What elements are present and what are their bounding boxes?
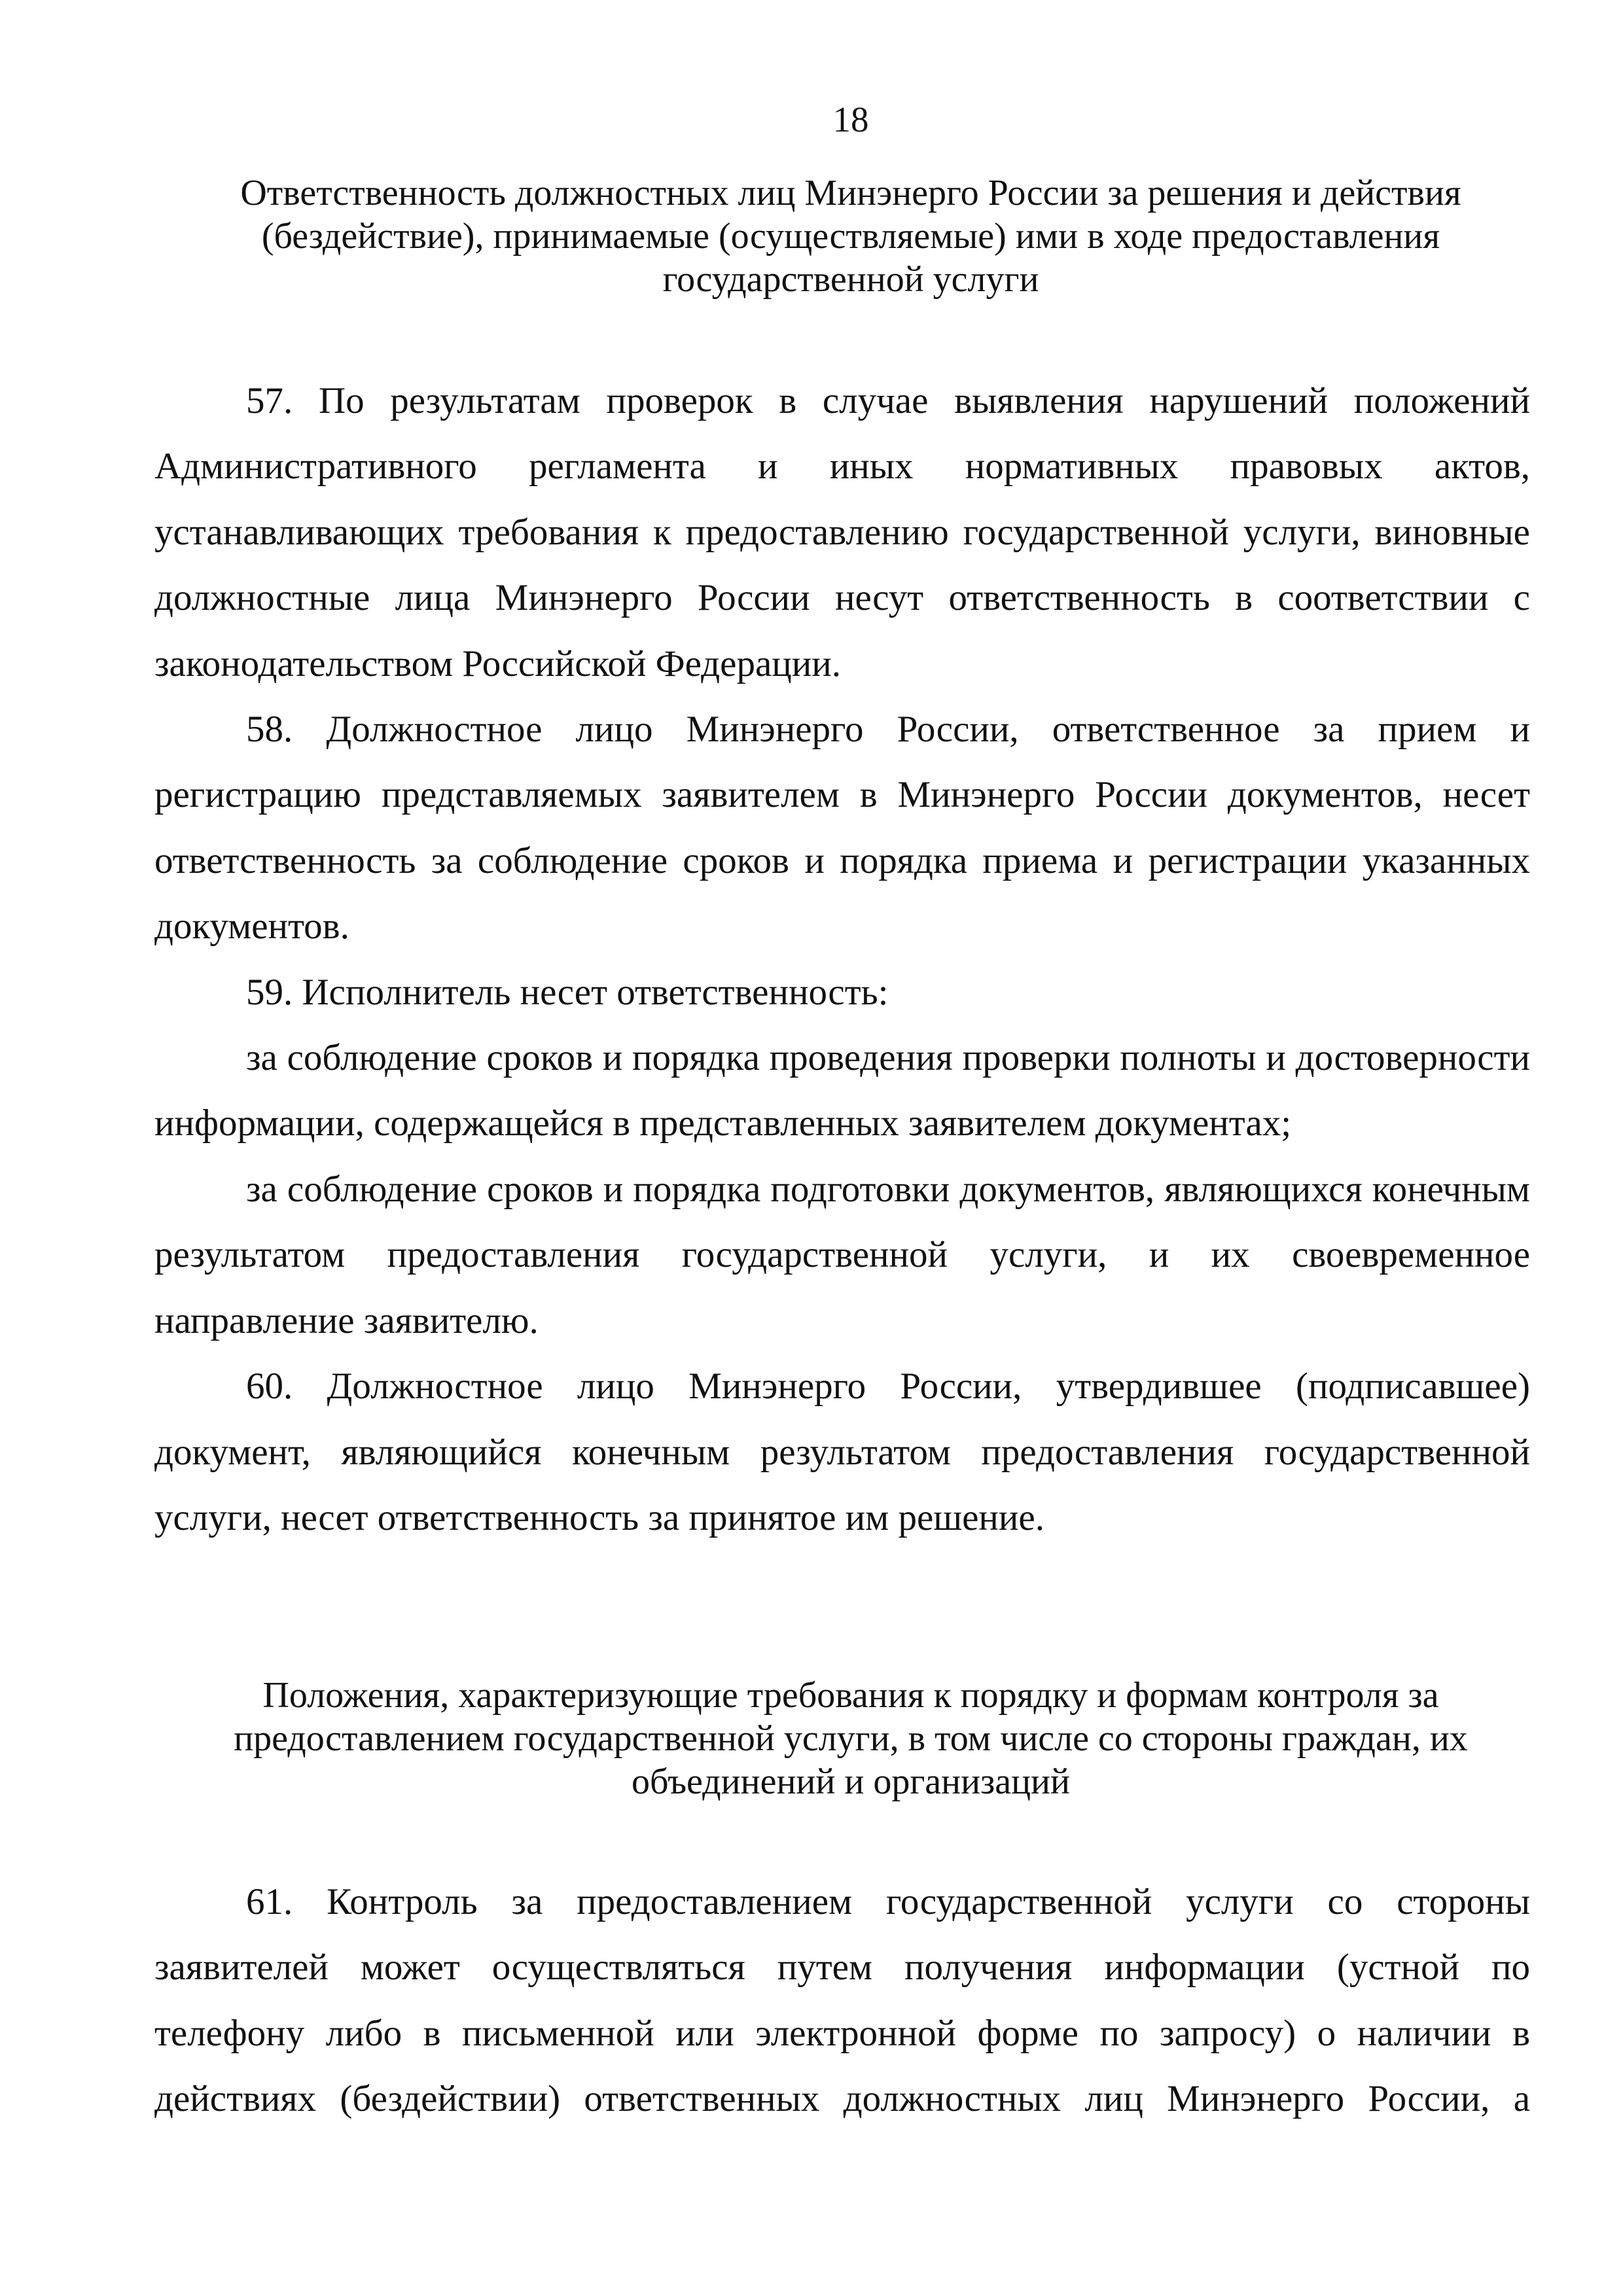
page-number: 18 bbox=[832, 99, 869, 139]
heading-line: предоставлением государственной услуги, в том числе со стороны граждан, их bbox=[234, 1718, 1468, 1759]
heading-line: Ответственность должностных лиц Минэнерго России за решения и действия bbox=[240, 173, 1461, 213]
paragraph-57: 57. По результатам проверок в случае выявления нарушений положений Административного регламента и иных нормативных правовых актов, устанавливающих требования к предоставлению государственной услуги, виновные должностные лица Минэнерго России несут ответственность в соответствии с законодательством Российской Федерации. bbox=[154, 380, 1530, 684]
section-heading-control bbox=[170, 1674, 1531, 1803]
section-body-control bbox=[154, 1869, 1530, 2132]
paragraph-59-item-2: за соблюдение сроков и порядка подготовки документов, являющихся конечным результатом предоставления государственной услуги, и их своевременное направление заявителю. bbox=[154, 1168, 1530, 1341]
paragraph-59: 59. Исполнитель несет ответственность: bbox=[246, 971, 889, 1013]
heading-line: государственной услуги bbox=[662, 259, 1039, 300]
paragraph-61: 61. Контроль за предоставлением государственной услуги со стороны заявителей может осуществляться путем получения информации (устной по телефону либо в письменной или электронной форме по запросу) о наличии в действиях (бездействии) ответственных должностных лиц Минэнерго России, а bbox=[154, 1881, 1530, 2120]
paragraph-59-item-1: за соблюдение сроков и порядка проведения проверки полноты и достоверности информации, содержащейся в представленных заявителем документах; bbox=[154, 1037, 1530, 1144]
heading-line: (бездействие), принимаемые (осуществляемые) ими в ходе предоставления bbox=[261, 216, 1440, 256]
paragraph-60: 60. Должностное лицо Минэнерго России, утвердившее (подписавшее) документ, являющийся конечным результатом предоставления государственной услуги, несет ответственность за принятое им решение. bbox=[154, 1366, 1530, 1538]
heading-line: Положения, характеризующие требования к порядку и формам контроля за bbox=[262, 1675, 1439, 1716]
section-heading-responsibility bbox=[170, 171, 1531, 301]
paragraph-58: 58. Должностное лицо Минэнерго России, ответственное за прием и регистрацию представляемых заявителем в Минэнерго России документов, несет ответственность за соблюдение сроков и порядка приема и регистрации указанных документов. bbox=[154, 709, 1530, 947]
heading-line: объединений и организаций bbox=[632, 1761, 1070, 1802]
section-body-responsibility bbox=[154, 368, 1530, 1551]
